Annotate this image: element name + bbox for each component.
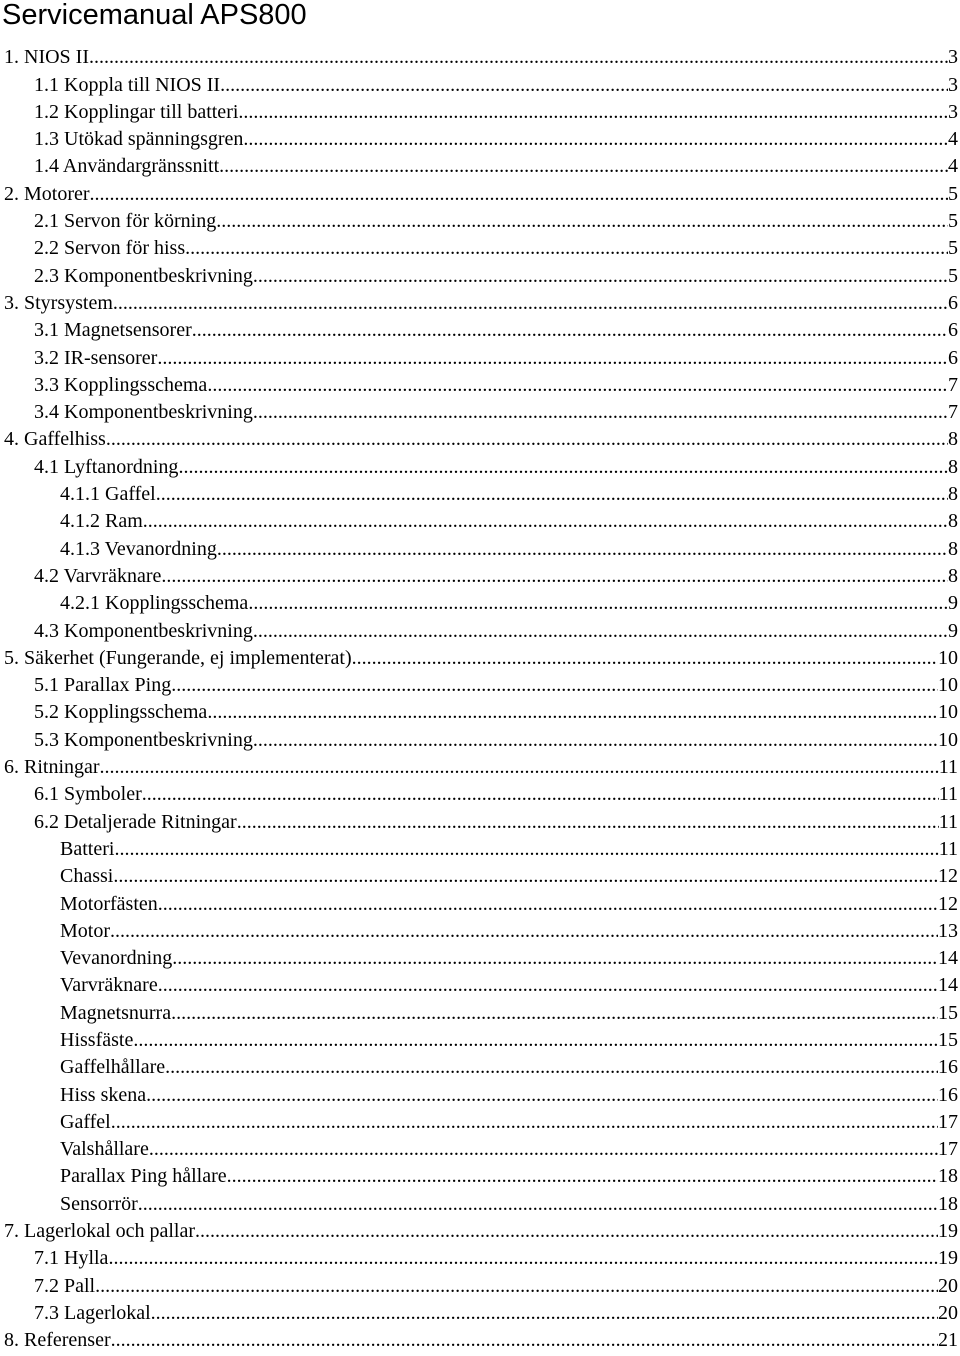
toc-entry-label: Batteri [60,837,115,860]
toc-dot-leader [207,373,948,397]
toc-entry-label: 1.1 Koppla till NIOS II [34,73,221,96]
toc-dot-leader [100,755,939,779]
toc-dot-leader [151,1301,938,1325]
toc-entry[interactable] [0,888,958,915]
toc-dot-leader [143,509,948,533]
toc-entry-page-number: 10 [938,701,958,724]
toc-dot-leader [106,427,948,451]
toc-entry-label: 8. Referenser [4,1329,111,1352]
toc-dot-leader [90,182,948,206]
toc-entry[interactable] [0,1161,958,1188]
toc-entry-label: 3.1 Magnetsensorer [34,319,192,342]
toc-entry[interactable] [0,561,958,588]
toc-entry-label: Gaffelhållare [60,1056,166,1079]
toc-entry-page-number: 7 [948,373,958,396]
toc-entry-label: 4.2.1 Kopplingsschema [60,592,249,615]
toc-dot-leader [217,537,948,561]
toc-dot-leader [108,1246,938,1270]
toc-dot-leader [171,673,938,697]
toc-entry[interactable] [0,397,958,424]
toc-entry-page-number: 8 [948,455,958,478]
toc-entry-label: 7. Lagerlokal och pallar [4,1220,196,1243]
toc-entry-label: 2.3 Komponentbeskrivning [34,264,253,287]
toc-entry-label: Varvräknare [60,974,158,997]
toc-entry-label: 6.1 Symboler [34,783,142,806]
toc-entry-page-number: 8 [948,510,958,533]
toc-dot-leader [110,919,938,943]
toc-entry-page-number: 3 [948,46,958,69]
toc-entry-page-number: 10 [938,674,958,697]
toc-entry-label: 6. Ritningar [4,756,100,779]
toc-dot-leader [133,1028,938,1052]
toc-entry[interactable] [0,424,958,451]
toc-entry[interactable] [0,315,958,342]
toc-entry-label: 5.3 Komponentbeskrivning [34,728,253,751]
toc-entry-label: 1.4 Användargränssnitt [34,155,220,178]
toc-entry-page-number: 8 [948,537,958,560]
toc-entry-page-number: 16 [938,1083,958,1106]
toc-dot-leader [113,864,938,888]
toc-entry-page-number: 5 [948,264,958,287]
toc-entry[interactable] [0,1188,958,1215]
toc-entry-page-number: 6 [948,291,958,314]
toc-entry[interactable] [0,178,958,205]
toc-entry-page-number: 8 [948,564,958,587]
toc-dot-leader [171,1001,938,1025]
toc-entry[interactable] [0,724,958,751]
toc-dot-leader [248,591,948,615]
toc-entry[interactable] [0,1216,958,1243]
toc-entry-page-number: 12 [938,892,958,915]
toc-entry-label: Parallax Ping hållare [60,1165,227,1188]
toc-entry-label: 4.1.1 Gaffel [60,483,156,506]
toc-entry[interactable] [0,69,958,96]
toc-dot-leader [219,154,948,178]
toc-entry-label: 7.3 Lagerlokal [34,1301,151,1324]
toc-dot-leader [192,318,948,342]
toc-dot-leader [111,1328,938,1352]
toc-entry-label: Motorfästen [60,892,158,915]
toc-entry-page-number: 15 [938,1001,958,1024]
toc-entry-label: 5.2 Kopplingsschema [34,701,208,724]
toc-entry-page-number: 3 [948,73,958,96]
toc-entry[interactable] [0,288,958,315]
toc-entry-page-number: 9 [948,619,958,642]
toc-entry-label: 5. Säkerhet (Fungerande, ej implementerat) [4,646,352,669]
toc-entry-page-number: 20 [938,1301,958,1324]
toc-dot-leader [149,1137,938,1161]
toc-entry[interactable] [0,1052,958,1079]
toc-entry-page-number: 14 [938,947,958,970]
toc-entry[interactable] [0,861,958,888]
toc-dot-leader [158,892,938,916]
toc-entry-page-number: 8 [948,483,958,506]
toc-dot-leader [185,236,948,260]
toc-dot-leader [253,400,948,424]
toc-entry-label: Hissfäste [60,1028,134,1051]
toc-entry[interactable] [0,479,958,506]
toc-entry[interactable] [0,206,958,233]
toc-entry-label: 2.2 Servon för hiss [34,237,186,260]
toc-entry[interactable] [0,779,958,806]
toc-entry-label: Hiss skena [60,1083,147,1106]
toc-entry[interactable] [0,42,958,69]
toc-entry-page-number: 14 [938,974,958,997]
toc-entry-page-number: 9 [948,592,958,615]
toc-dot-leader [146,1083,938,1107]
toc-entry-label: 4.1.3 Vevanordning [60,537,217,560]
toc-dot-leader [172,946,938,970]
toc-entry[interactable] [0,1243,958,1270]
toc-entry-page-number: 3 [948,100,958,123]
toc-entry-page-number: 4 [948,128,958,151]
toc-entry-label: 1. NIOS II [4,46,89,69]
toc-entry-page-number: 10 [938,646,958,669]
toc-entry-label: Valshållare [60,1138,149,1161]
toc-entry[interactable] [0,1298,958,1325]
toc-entry[interactable] [0,1025,958,1052]
toc-entry[interactable] [0,533,958,560]
toc-entry-label: 3.4 Komponentbeskrivning [34,401,253,424]
toc-entry[interactable] [0,451,958,478]
toc-entry-label: 5.1 Parallax Ping [34,674,172,697]
toc-dot-leader [89,45,948,69]
toc-entry[interactable] [0,670,958,697]
toc-entry-label: 3. Styrsystem [4,291,113,314]
toc-dot-leader [220,73,948,97]
toc-entry-label: 4. Gaffelhiss [4,428,106,451]
toc-entry-page-number: 8 [948,428,958,451]
toc-dot-leader [237,810,939,834]
toc-entry-page-number: 21 [938,1329,958,1352]
toc-entry-label: 1.2 Kopplingar till batteri [34,100,239,123]
toc-dot-leader [157,346,948,370]
toc-entry[interactable] [0,1079,958,1106]
toc-entry[interactable] [0,615,958,642]
toc-entry[interactable] [0,370,958,397]
toc-dot-leader [161,564,948,588]
toc-dot-leader [253,264,948,288]
toc-entry-page-number: 4 [948,155,958,178]
toc-entry-page-number: 11 [938,756,958,779]
toc-entry-page-number: 17 [938,1110,958,1133]
toc-dot-leader [142,782,939,806]
toc-dot-leader [165,1055,938,1079]
toc-entry-label: 7.1 Hylla [34,1247,109,1270]
toc-dot-leader [253,619,948,643]
toc-entry-label: Sensorrör [60,1192,138,1215]
toc-dot-leader [111,1110,938,1134]
toc-entry[interactable] [0,997,958,1024]
toc-entry[interactable] [0,97,958,124]
toc-entry-label: 3.3 Kopplingsschema [34,373,208,396]
toc-entry-page-number: 18 [938,1192,958,1215]
toc-entry[interactable] [0,1270,958,1297]
toc-dot-leader [138,1192,938,1216]
toc-entry[interactable] [0,806,958,833]
toc-entry[interactable] [0,233,958,260]
toc-entry[interactable] [0,342,958,369]
toc-entry[interactable] [0,1134,958,1161]
toc-entry-label: 7.2 Pall [34,1274,96,1297]
toc-dot-leader [178,455,948,479]
toc-entry-page-number: 10 [938,728,958,751]
toc-entry-label: 4.1 Lyftanordning [34,455,179,478]
toc-entry[interactable] [0,1325,958,1352]
toc-entry-label: Chassi [60,865,114,888]
toc-entry-label: 2.1 Servon för körning [34,210,217,233]
toc-entry[interactable] [0,834,958,861]
toc-entry-label: 2. Motorer [4,182,90,205]
toc-entry[interactable] [0,697,958,724]
toc-dot-leader [95,1274,938,1298]
toc-entry-page-number: 15 [938,1028,958,1051]
toc-entry-label: Magnetsnurra [60,1001,172,1024]
toc-entry-label: 4.1.2 Ram [60,510,143,533]
toc-entry-page-number: 5 [948,237,958,260]
page-title: Servicemanual APS800 [2,0,307,31]
toc-entry[interactable] [0,970,958,997]
toc-entry-page-number: 11 [938,783,958,806]
toc-entry-page-number: 13 [938,919,958,942]
toc-entry-page-number: 20 [938,1274,958,1297]
toc-entry-page-number: 16 [938,1056,958,1079]
toc-entry-page-number: 6 [948,346,958,369]
toc-entry[interactable] [0,151,958,178]
toc-entry[interactable] [0,260,958,287]
toc-dot-leader [114,837,938,861]
toc-entry-label: 4.3 Komponentbeskrivning [34,619,253,642]
table-of-contents [0,42,958,1352]
toc-entry[interactable] [0,124,958,151]
toc-dot-leader [243,127,948,151]
toc-entry-page-number: 6 [948,319,958,342]
toc-entry[interactable] [0,752,958,779]
toc-dot-leader [227,1164,938,1188]
toc-entry-page-number: 5 [948,182,958,205]
toc-entry[interactable] [0,506,958,533]
toc-entry-page-number: 7 [948,401,958,424]
toc-entry-page-number: 19 [938,1247,958,1270]
toc-entry-label: Gaffel [60,1110,111,1133]
toc-entry[interactable] [0,916,958,943]
toc-dot-leader [216,209,948,233]
toc-dot-leader [238,100,948,124]
toc-entry[interactable] [0,643,958,670]
toc-entry[interactable] [0,943,958,970]
toc-dot-leader [158,973,938,997]
toc-entry-page-number: 11 [938,810,958,833]
toc-dot-leader [156,482,948,506]
toc-entry[interactable] [0,1107,958,1134]
toc-entry-page-number: 18 [938,1165,958,1188]
toc-entry-label: 6.2 Detaljerade Ritningar [34,810,237,833]
toc-dot-leader [113,291,948,315]
toc-entry-page-number: 19 [938,1220,958,1243]
toc-entry-label: Motor [60,919,110,942]
toc-dot-leader [195,1219,938,1243]
toc-entry-label: Vevanordning [60,947,173,970]
toc-dot-leader [207,700,938,724]
toc-entry-page-number: 11 [938,837,958,860]
toc-dot-leader [352,646,938,670]
toc-entry-page-number: 5 [948,210,958,233]
toc-entry-page-number: 17 [938,1138,958,1161]
toc-entry-label: 1.3 Utökad spänningsgren [34,128,244,151]
toc-entry-page-number: 12 [938,865,958,888]
toc-entry-label: 4.2 Varvräknare [34,564,162,587]
toc-entry-label: 3.2 IR-sensorer [34,346,158,369]
toc-dot-leader [253,728,938,752]
toc-entry[interactable] [0,588,958,615]
